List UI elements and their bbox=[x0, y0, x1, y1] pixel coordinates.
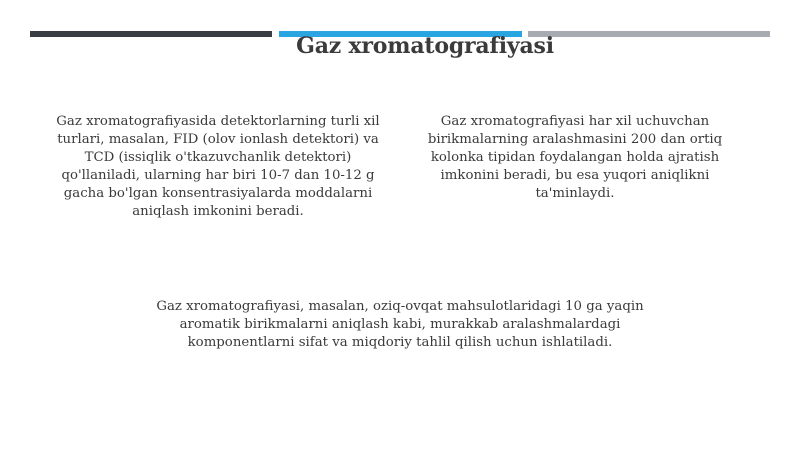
paragraph-detectors: Gaz xromatografiyasida detektorlarning turli xil turlari, masalan, FID (olov ionlash detektori) va TCD (issiqlik o'tkazuvchanlik detektori) qo'llaniladi, ularning har biri 10-7 dan 10-12 g gacha bo'lgan konsentrasiyalarda moddalarni aniqlash imkonini beradi. bbox=[56, 114, 380, 219]
slide-title: Gaz xromatografiyasi bbox=[296, 33, 554, 59]
paragraph-applications: Gaz xromatografiyasi, masalan, oziq-ovqat mahsulotlaridagi 10 ga yaqin aromatik birikmalarni aniqlash kabi, murakkab aralashmalardagi komponentlarni sifat va miqdoriy tahlil qilish uchun ishlatiladi. bbox=[156, 299, 644, 350]
paragraph-separation: Gaz xromatografiyasi har xil uchuvchan birikmalarning aralashmasini 200 dan ortiq kolonka tipidan foydalangan holda ajratish imkonini beradi, bu esa yuqori aniqlikni ta'minlaydi. bbox=[427, 114, 723, 201]
